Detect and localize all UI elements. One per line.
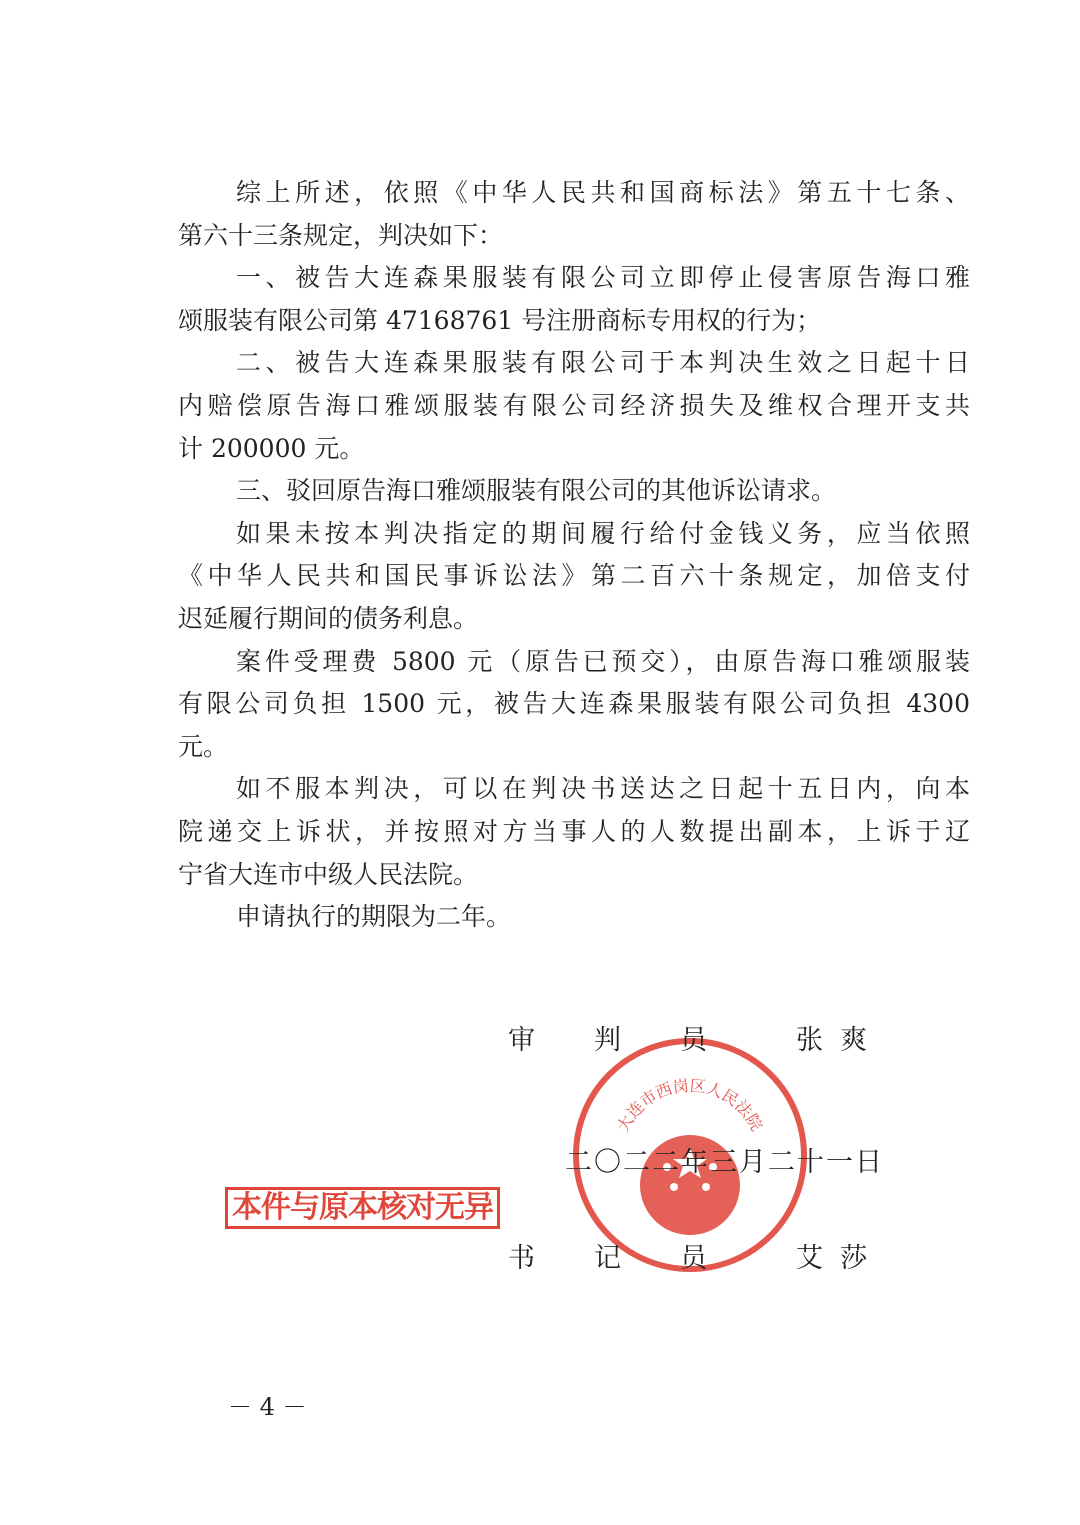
- paragraph-line: 《中华人民共和国民事诉讼法》第二百六十条规定，加倍支付: [178, 561, 970, 591]
- clerk-title-3: 员: [680, 1243, 707, 1274]
- judgment-date: 二〇二二年三月二十一日: [565, 1147, 884, 1178]
- clerk-title-2: 记: [594, 1243, 621, 1274]
- paragraph-line: 元。: [178, 731, 229, 761]
- paragraph-line: 内赔偿原告海口雅颂服装有限公司经济损失及维权合理开支共: [178, 390, 970, 420]
- paragraph-line: 如不服本判决，可以在判决书送达之日起十五日内，向本: [236, 774, 970, 804]
- paragraph-line: 院递交上诉状，并按照对方当事人的人数提出副本，上诉于辽: [178, 816, 970, 846]
- page-number: － 4 －: [228, 1393, 307, 1421]
- judge-title-3: 员: [680, 1025, 707, 1056]
- paragraph-line: 有限公司负担 1500 元，被告大连森果服装有限公司负担 4300: [178, 689, 970, 719]
- svg-text:大连市西岗区人民法院: [613, 1076, 766, 1135]
- paragraph-line: 如果未按本判决指定的期间履行给付金钱义务，应当依照: [236, 518, 970, 548]
- paragraph-line: 计 200000 元。: [178, 433, 365, 463]
- paragraph-line: 一、被告大连森果服装有限公司立即停止侵害原告海口雅: [236, 263, 970, 293]
- judgment-body: [178, 172, 970, 939]
- judge-name: 张 爽: [796, 1025, 868, 1056]
- clerk-title-1: 书: [508, 1243, 535, 1274]
- paragraph-line: 颂服装有限公司第 47168761 号注册商标专用权的行为；: [178, 305, 822, 335]
- paragraph-line: 三、驳回原告海口雅颂服装有限公司的其他诉讼请求。: [236, 476, 837, 506]
- seal-text: 大连市西岗区人民法院: [613, 1075, 767, 1136]
- paragraph-line: 综上所述，依照《中华人民共和国商标法》第五十七条、: [236, 178, 970, 207]
- paragraph-line: 案件受理费 5800 元（原告已预交），由原告海口雅颂服装: [236, 646, 970, 676]
- copy-verified-stamp: 本件与原本核对无异: [225, 1187, 500, 1229]
- judge-title-2: 判: [594, 1025, 621, 1056]
- paragraph-line: 申请执行的期限为二年。: [236, 902, 512, 932]
- judge-title-1: 审: [508, 1025, 535, 1056]
- paragraph-line: 迟延履行期间的债务利息。: [178, 603, 479, 633]
- paragraph-line: 二、被告大连森果服装有限公司于本判决生效之日起十日: [236, 348, 970, 378]
- paragraph-line: 宁省大连市中级人民法院。: [178, 859, 479, 889]
- paragraph-line: 第六十三条规定，判决如下：: [178, 220, 504, 250]
- clerk-name: 艾 莎: [796, 1243, 868, 1274]
